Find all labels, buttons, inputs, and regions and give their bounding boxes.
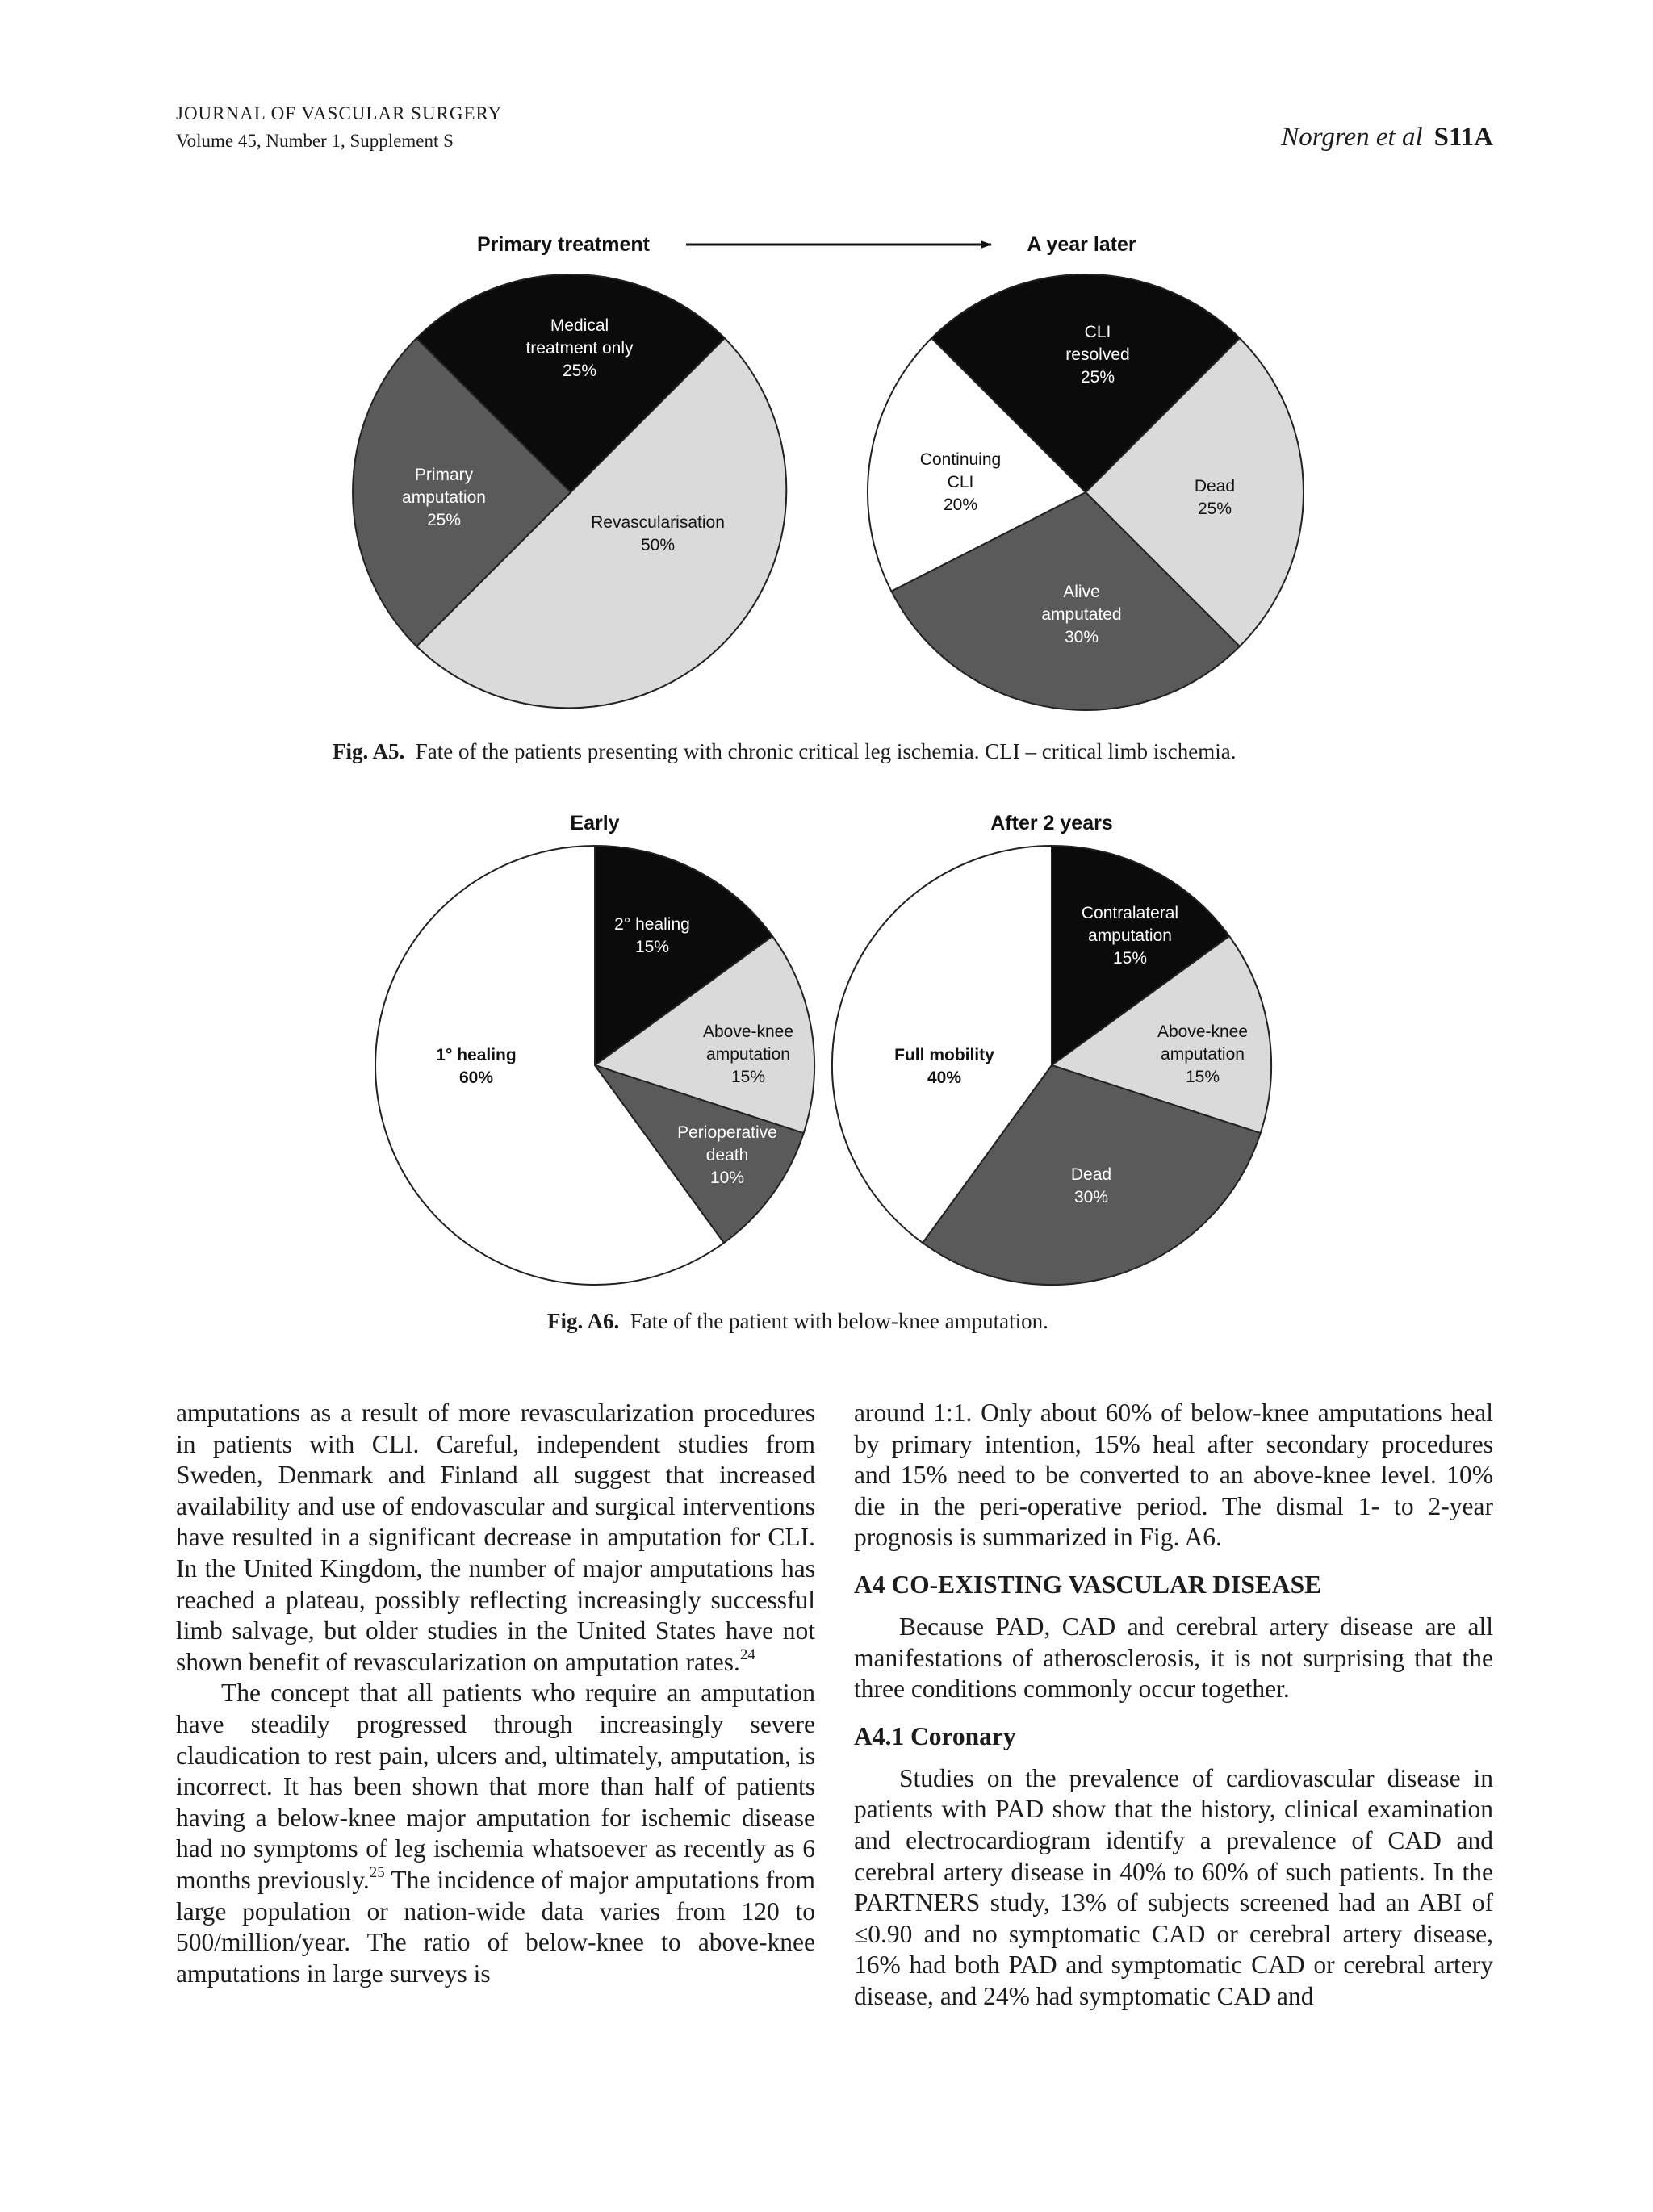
- slice-label-line: CLI: [947, 473, 974, 491]
- slice-label-line: amputation: [1088, 926, 1172, 945]
- slice-label-line: Medical: [550, 316, 609, 335]
- slice-label-line: Alive: [1063, 583, 1100, 601]
- text-column-right: [854, 1398, 1493, 2013]
- journal-title: JOURNAL OF VASCULAR SURGERY: [176, 103, 503, 123]
- slice-label-line: 20%: [943, 496, 978, 514]
- chart-title-after-2-years: After 2 years: [990, 812, 1113, 834]
- caption-text-a6: Fate of the patient with below-knee amputation.: [630, 1309, 1048, 1333]
- slice-label-line: 50%: [640, 536, 676, 554]
- paragraph: around 1:1. Only about 60% of below-knee amputations heal by primary intention, 15% heal after secondary procedures and 15% need to be converted to an above-knee level. 10% die in the peri-operative period. The dismal 1- to 2-year prognosis is summarized in Fig. A6.: [854, 1399, 1493, 1552]
- slice-label-line: death: [705, 1146, 749, 1165]
- subsection-heading: A4.1 Coronary: [854, 1721, 1016, 1750]
- reference-marker: 25: [369, 1864, 385, 1882]
- slice-label-line: 60%: [458, 1068, 494, 1087]
- slice-label-line: 2° healing: [614, 915, 690, 934]
- running-head-authors: Norgren et al: [1281, 123, 1423, 152]
- slice-label-line: Continuing: [919, 450, 1002, 469]
- slice-label-line: treatment only: [525, 339, 634, 358]
- slice-label-line: amputation: [1161, 1045, 1245, 1064]
- slice-label-line: Contralateral: [1081, 904, 1179, 922]
- slice-label-line: Above-knee: [1157, 1022, 1249, 1041]
- reference-marker: 24: [739, 1646, 755, 1664]
- caption-text-a5: Fate of the patients presenting with chronic critical leg ischemia. CLI – critical limb ischemia.: [415, 739, 1237, 763]
- slice-label-line: Primary: [414, 466, 474, 484]
- figure-caption-a5: [333, 739, 1236, 764]
- slice-label-line: Above-knee: [702, 1022, 794, 1041]
- slice-label-line: Perioperative: [677, 1123, 777, 1142]
- slice-label-line: 15%: [730, 1068, 766, 1086]
- slice-label-line: resolved: [1065, 345, 1130, 364]
- paragraph: [176, 1398, 815, 1678]
- slice-label-line: 25%: [426, 511, 462, 529]
- slice-label-line: Revascularisation: [591, 513, 725, 532]
- slice-label-line: CLI: [1084, 323, 1111, 341]
- slice-label-line: 25%: [1197, 500, 1232, 518]
- pie-a-year-later: [868, 274, 1304, 710]
- slice-label-line: amputated: [1041, 605, 1122, 624]
- slice-label-line: 1° healing: [436, 1046, 517, 1064]
- slice-label-line: 15%: [1185, 1068, 1220, 1086]
- paragraph: [176, 1678, 815, 1989]
- text-column-left: [176, 1398, 815, 1989]
- slice-label-line: Dead: [1194, 477, 1236, 496]
- caption-label-a5: Fig. A5.: [333, 739, 405, 763]
- slice-label-line: amputation: [706, 1045, 790, 1064]
- slice-label-line: 15%: [1112, 949, 1148, 968]
- caption-label-a6: Fig. A6.: [547, 1309, 620, 1333]
- slice-label-line: 40%: [927, 1068, 962, 1087]
- section-heading: A4 CO-EXISTING VASCULAR DISEASE: [854, 1570, 1322, 1599]
- paragraph: Studies on the prevalence of cardiovascular disease in patients with PAD show that the history, clinical examination and electrocardiogram identify a prevalence of CAD and cerebral artery disease in 40% to 60% of such patients. In the PARTNERS study, 13% of subjects screened had an ABI of ≤0.90 and no symptomatic CAD or cerebral artery disease, 16% had both PAD and symptomatic CAD or cerebral artery disease, and 24% had symptomatic CAD and: [854, 1763, 1493, 2010]
- slice-label-line: 15%: [634, 938, 670, 956]
- slice-label-line: 25%: [1080, 368, 1115, 387]
- journal-volume: Volume 45, Number 1, Supplement S: [176, 131, 454, 151]
- slice-label-line: 30%: [1073, 1188, 1109, 1206]
- paragraph-text: The concept that all patients who require an amputation have steadily progressed through increasingly severe claudication to rest pain, ulcers and, ultimately, amputation, is incorrect. It has been shown that more than half of patients having a below-knee major amputation for ischemic disease had no symptoms of leg ischemia whatsoever as recently as 6 months previously.: [176, 1679, 815, 1894]
- slice-label-line: Dead: [1070, 1165, 1112, 1184]
- slice-label-line: 25%: [562, 362, 597, 380]
- slice-label-line: 30%: [1064, 628, 1099, 646]
- page-number: S11A: [1433, 123, 1493, 152]
- paragraph-text: amputations as a result of more revascularization procedures in patients with CLI. Careful, independent studies from Sweden, Denmark and Finland all suggest that increased availability and use of endovascular and surgical interventions have resulted in a significant decrease in amputation for CLI. In the United Kingdom, the number of major amputations has reached a plateau, possibly reflecting increasingly successful limb salvage, but older studies in the United States have not shown benefit of revascularization on amputation rates.: [176, 1399, 815, 1676]
- chart-title-early: Early: [570, 812, 620, 834]
- pie-after-2-years: [832, 846, 1271, 1285]
- figure-caption-a6: [547, 1309, 1048, 1334]
- chart-title-a-year-later: A year later: [1027, 233, 1136, 256]
- slice-label-line: Full mobility: [894, 1046, 994, 1064]
- paragraph: Because PAD, CAD and cerebral artery disease are all manifestations of atherosclerosis, it is not surprising that the three conditions commonly occur together.: [854, 1612, 1493, 1704]
- chart-title-primary-treatment: Primary treatment: [477, 233, 650, 256]
- slice-label-line: 10%: [709, 1169, 745, 1187]
- pie-primary-treatment: [353, 274, 786, 708]
- paragraph-text: The incidence of major amputations from large population or nation-wide data varies from 120 to 500/million/year. The ratio of below-knee to above-knee amputations in large surveys is: [176, 1865, 815, 1988]
- slice-label-line: amputation: [402, 488, 486, 507]
- pie-early: [375, 846, 814, 1285]
